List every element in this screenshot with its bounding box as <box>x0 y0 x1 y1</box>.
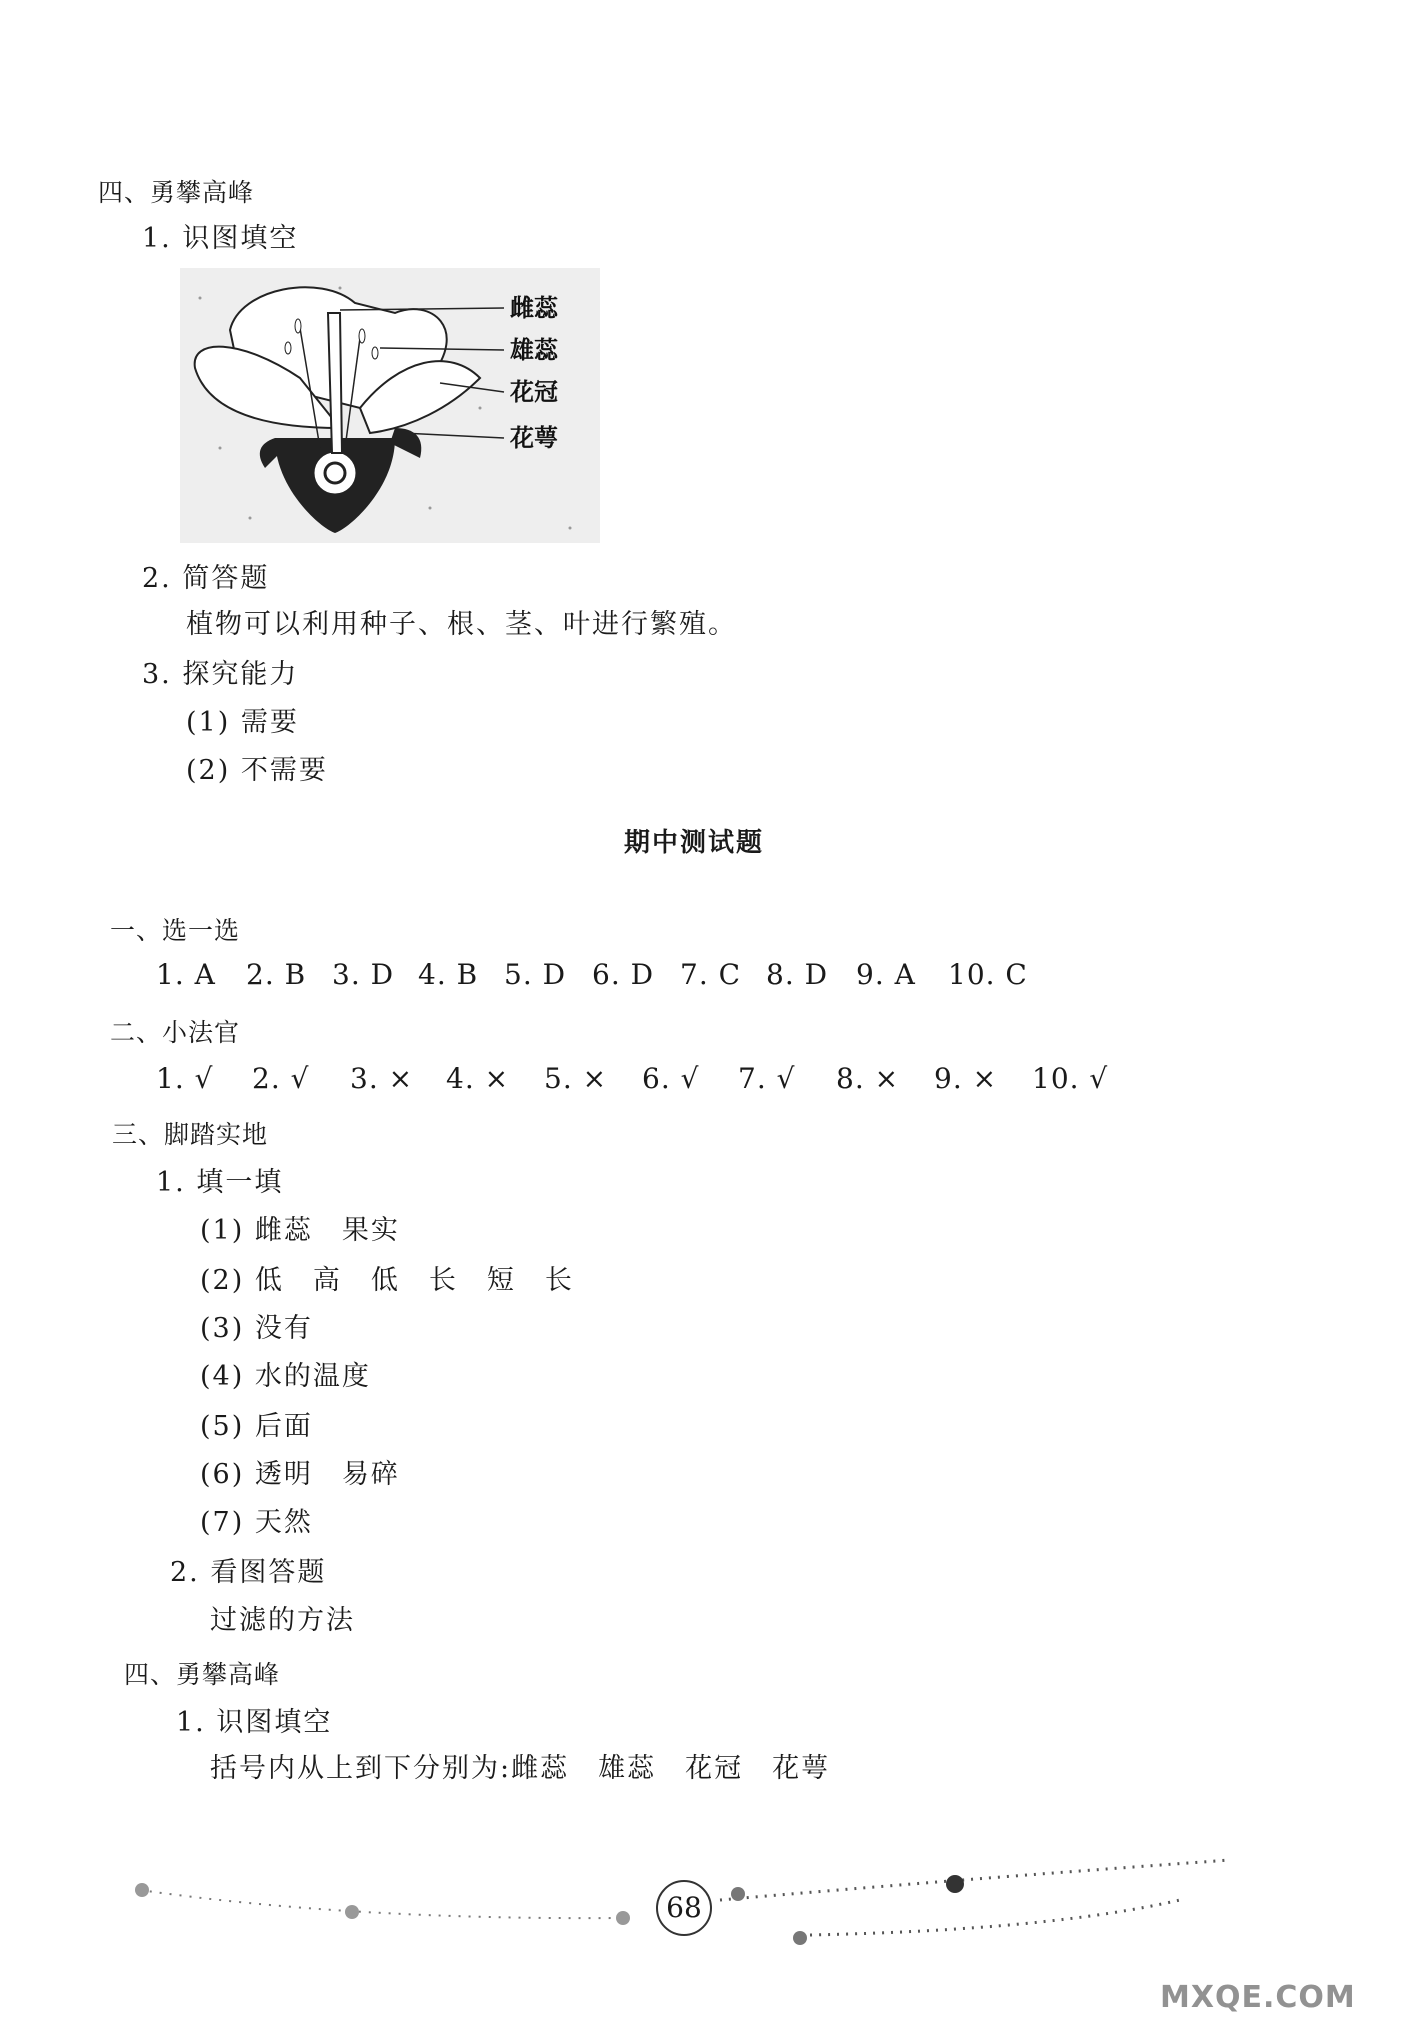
judge-answer: 8. × <box>836 1062 900 1095</box>
section-heading-4: 四、勇攀高峰 <box>98 178 255 207</box>
fill-answer-3: (3) 没有 <box>200 1313 313 1344</box>
midterm-section-2-heading: 二、小法官 <box>110 1018 241 1047</box>
question-3-answer-2: (2) 不需要 <box>186 755 328 786</box>
judge-answer: 6. √ <box>642 1062 700 1095</box>
choice-answer: 2. B <box>246 958 307 991</box>
question-2-answer: 植物可以利用种子、根、茎、叶进行繁殖。 <box>186 609 737 640</box>
question-2-heading: 2. 简答题 <box>142 563 270 594</box>
choice-answer: 7. C <box>680 958 742 991</box>
fill-answer-1: (1) 雌蕊 果实 <box>200 1215 400 1246</box>
choice-answer: 8. D <box>766 958 829 991</box>
choice-answer: 5. D <box>504 958 567 991</box>
choice-answer: 10. C <box>948 958 1028 991</box>
midterm-s3-q1-heading: 1. 填一填 <box>156 1167 284 1198</box>
midterm-section-3-heading: 三、脚踏实地 <box>112 1120 269 1149</box>
judge-answer: 9. × <box>934 1062 998 1095</box>
fill-answer-2: (2) 低 高 低 长 短 长 <box>200 1265 574 1296</box>
fill-answer-6: (6) 透明 易碎 <box>200 1459 400 1490</box>
question-3-heading: 3. 探究能力 <box>142 659 299 690</box>
question-3-answer-1: (1) 需要 <box>186 707 299 738</box>
page-number-circle: 68 <box>656 1880 712 1936</box>
midterm-s3-q2-answer: 过滤的方法 <box>210 1605 355 1636</box>
fill-answer-4: (4) 水的温度 <box>200 1361 371 1392</box>
judge-answer: 7. √ <box>738 1062 796 1095</box>
judge-answer: 5. × <box>544 1062 608 1095</box>
figure-label-calyx: 花萼 <box>510 424 558 452</box>
choice-answer: 1. A <box>156 958 216 991</box>
midterm-s3-q2-heading: 2. 看图答题 <box>170 1557 327 1588</box>
midterm-section-1-heading: 一、选一选 <box>110 916 241 945</box>
watermark-logo: MXQE.COM <box>1160 1980 1356 2015</box>
judge-answer: 4. × <box>446 1062 510 1095</box>
judge-answer: 1. √ <box>156 1062 214 1095</box>
judge-answer: 10. √ <box>1032 1062 1109 1095</box>
judge-answer: 3. × <box>350 1062 414 1095</box>
figure-label-pistil: 雌蕊 <box>510 294 558 322</box>
midterm-s4-q1-heading: 1. 识图填空 <box>176 1707 333 1738</box>
flower-diagram <box>180 268 600 543</box>
midterm-section-4-heading: 四、勇攀高峰 <box>124 1660 281 1689</box>
choice-answer: 9. A <box>856 958 916 991</box>
judge-answer: 2. √ <box>252 1062 310 1095</box>
midterm-title: 期中测试题 <box>624 828 765 858</box>
figure-label-corolla: 花冠 <box>510 378 558 406</box>
choice-answer: 4. B <box>418 958 479 991</box>
choice-answer: 6. D <box>592 958 655 991</box>
figure-label-stamen: 雄蕊 <box>510 336 558 364</box>
fill-answer-7: (7) 天然 <box>200 1507 313 1538</box>
midterm-s4-q1-answer: 括号内从上到下分别为:雌蕊 雄蕊 花冠 花萼 <box>210 1753 831 1784</box>
question-1-heading: 1. 识图填空 <box>142 223 299 254</box>
fill-answer-5: (5) 后面 <box>200 1411 313 1442</box>
choice-answer: 3. D <box>332 958 395 991</box>
